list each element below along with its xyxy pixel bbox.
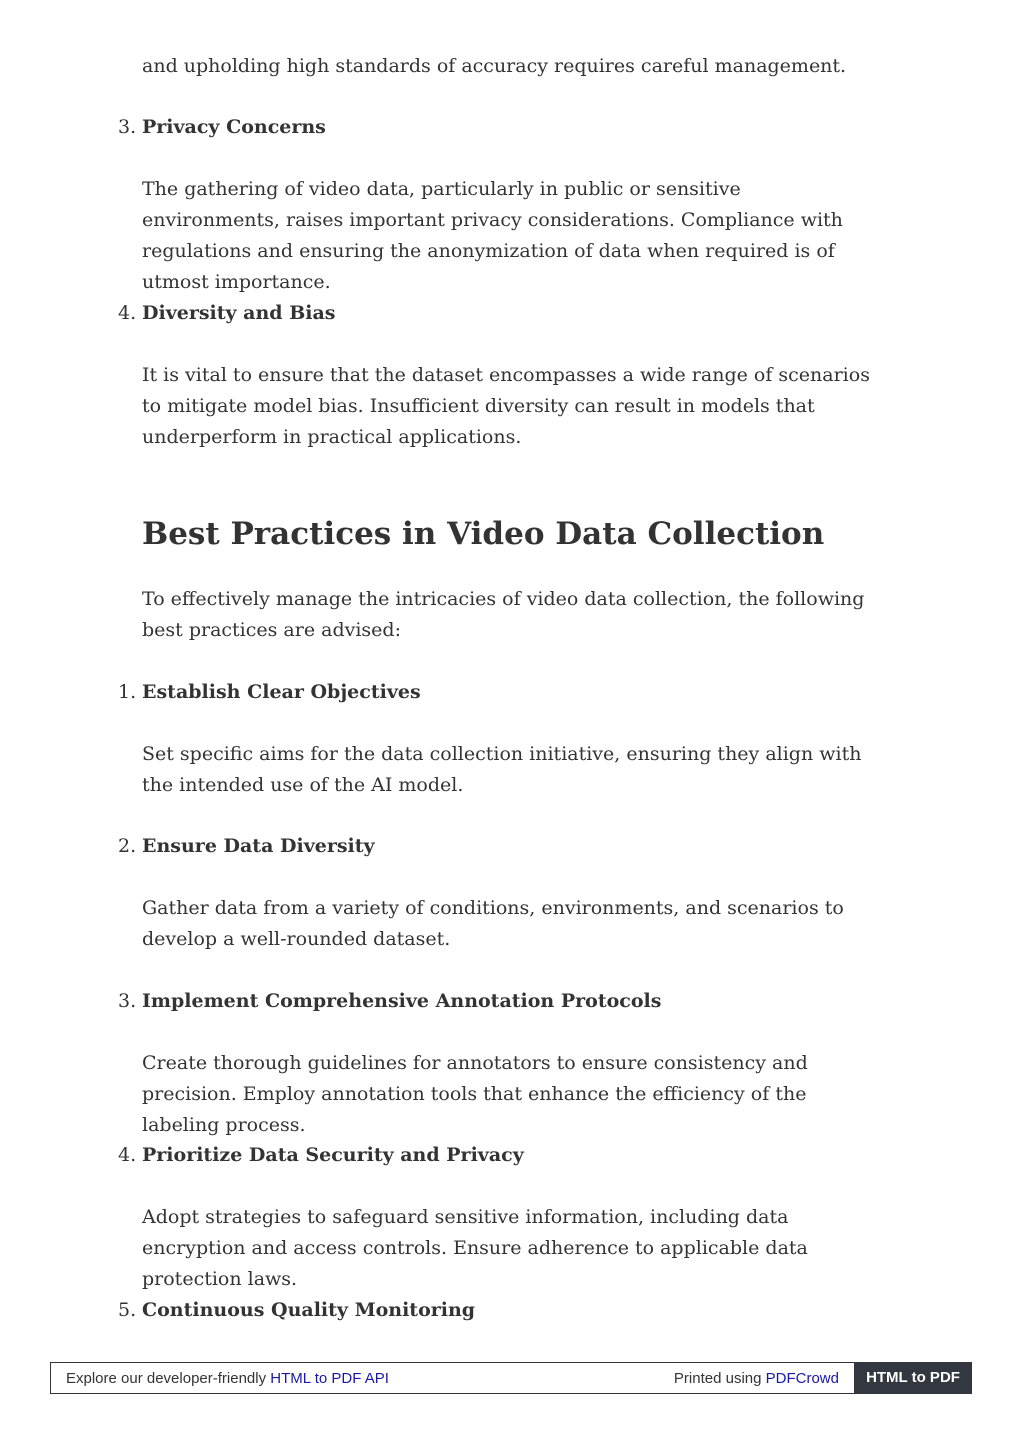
item-title: Diversity and Bias <box>142 302 336 324</box>
item-body: The gathering of video data, particularly in public or sensitive environments, raises important privacy considerations. Compliance with regulations and ensuring the anonymization of data when required is of utmost importance. <box>142 178 843 293</box>
pdfcrowd-link[interactable]: PDFCrowd <box>765 1370 839 1387</box>
list-number: 5. <box>118 1299 137 1321</box>
section-intro: To effectively manage the intricacies of video data collection, the following best practices are advised: <box>142 588 865 641</box>
section-heading: Best Practices in Video Data Collection <box>142 516 825 552</box>
item-title: Establish Clear Objectives <box>142 681 421 703</box>
list-item-security-privacy <box>118 1140 882 1295</box>
list-item-quality-monitoring <box>118 1295 882 1326</box>
item-body: Set specific aims for the data collection initiative, ensuring they align with the intended use of the AI model. <box>142 743 862 796</box>
list-item-annotation-protocols <box>118 986 882 1141</box>
item-title: Prioritize Data Security and Privacy <box>142 1144 524 1166</box>
footer-promo: Explore our developer-friendly HTML to PDF API <box>66 1370 389 1387</box>
item-body: Create thorough guidelines for annotators to ensure consistency and precision. Employ annotation tools that enhance the efficiency of the labeling process. <box>142 1052 808 1136</box>
item-title: Privacy Concerns <box>142 116 326 138</box>
html-to-pdf-api-link[interactable]: HTML to PDF API <box>270 1370 389 1387</box>
list-number: 3. <box>118 116 137 138</box>
item-title: Ensure Data Diversity <box>142 835 375 857</box>
list-item-clear-objectives <box>118 677 882 801</box>
item-title: Implement Comprehensive Annotation Protocols <box>142 990 662 1012</box>
item-body: It is vital to ensure that the dataset encompasses a wide range of scenarios to mitigate model bias. Insufficient diversity can result in models that underperform in practical applications. <box>142 364 870 448</box>
footer-printed-using: Printed using PDFCrowd <box>673 1370 839 1387</box>
item-body: Gather data from a variety of conditions, environments, and scenarios to develop a well-rounded dataset. <box>142 897 844 950</box>
list-item-data-diversity <box>118 831 882 955</box>
pdfcrowd-footer <box>50 1362 972 1394</box>
list-item-privacy-concerns <box>118 112 882 298</box>
item-body: Adopt strategies to safeguard sensitive information, including data encryption and access controls. Ensure adherence to applicable data protection laws. <box>142 1206 808 1290</box>
list-number: 2. <box>118 835 137 857</box>
list-number: 4. <box>118 1144 137 1166</box>
list-number: 1. <box>118 681 137 703</box>
list-number: 4. <box>118 302 137 324</box>
intro-fragment: and upholding high standards of accuracy requires careful management. <box>142 55 847 77</box>
html-to-pdf-badge[interactable]: HTML to PDF <box>854 1362 972 1394</box>
item-title: Continuous Quality Monitoring <box>142 1299 476 1321</box>
list-number: 3. <box>118 990 137 1012</box>
list-item-diversity-bias <box>118 298 882 453</box>
